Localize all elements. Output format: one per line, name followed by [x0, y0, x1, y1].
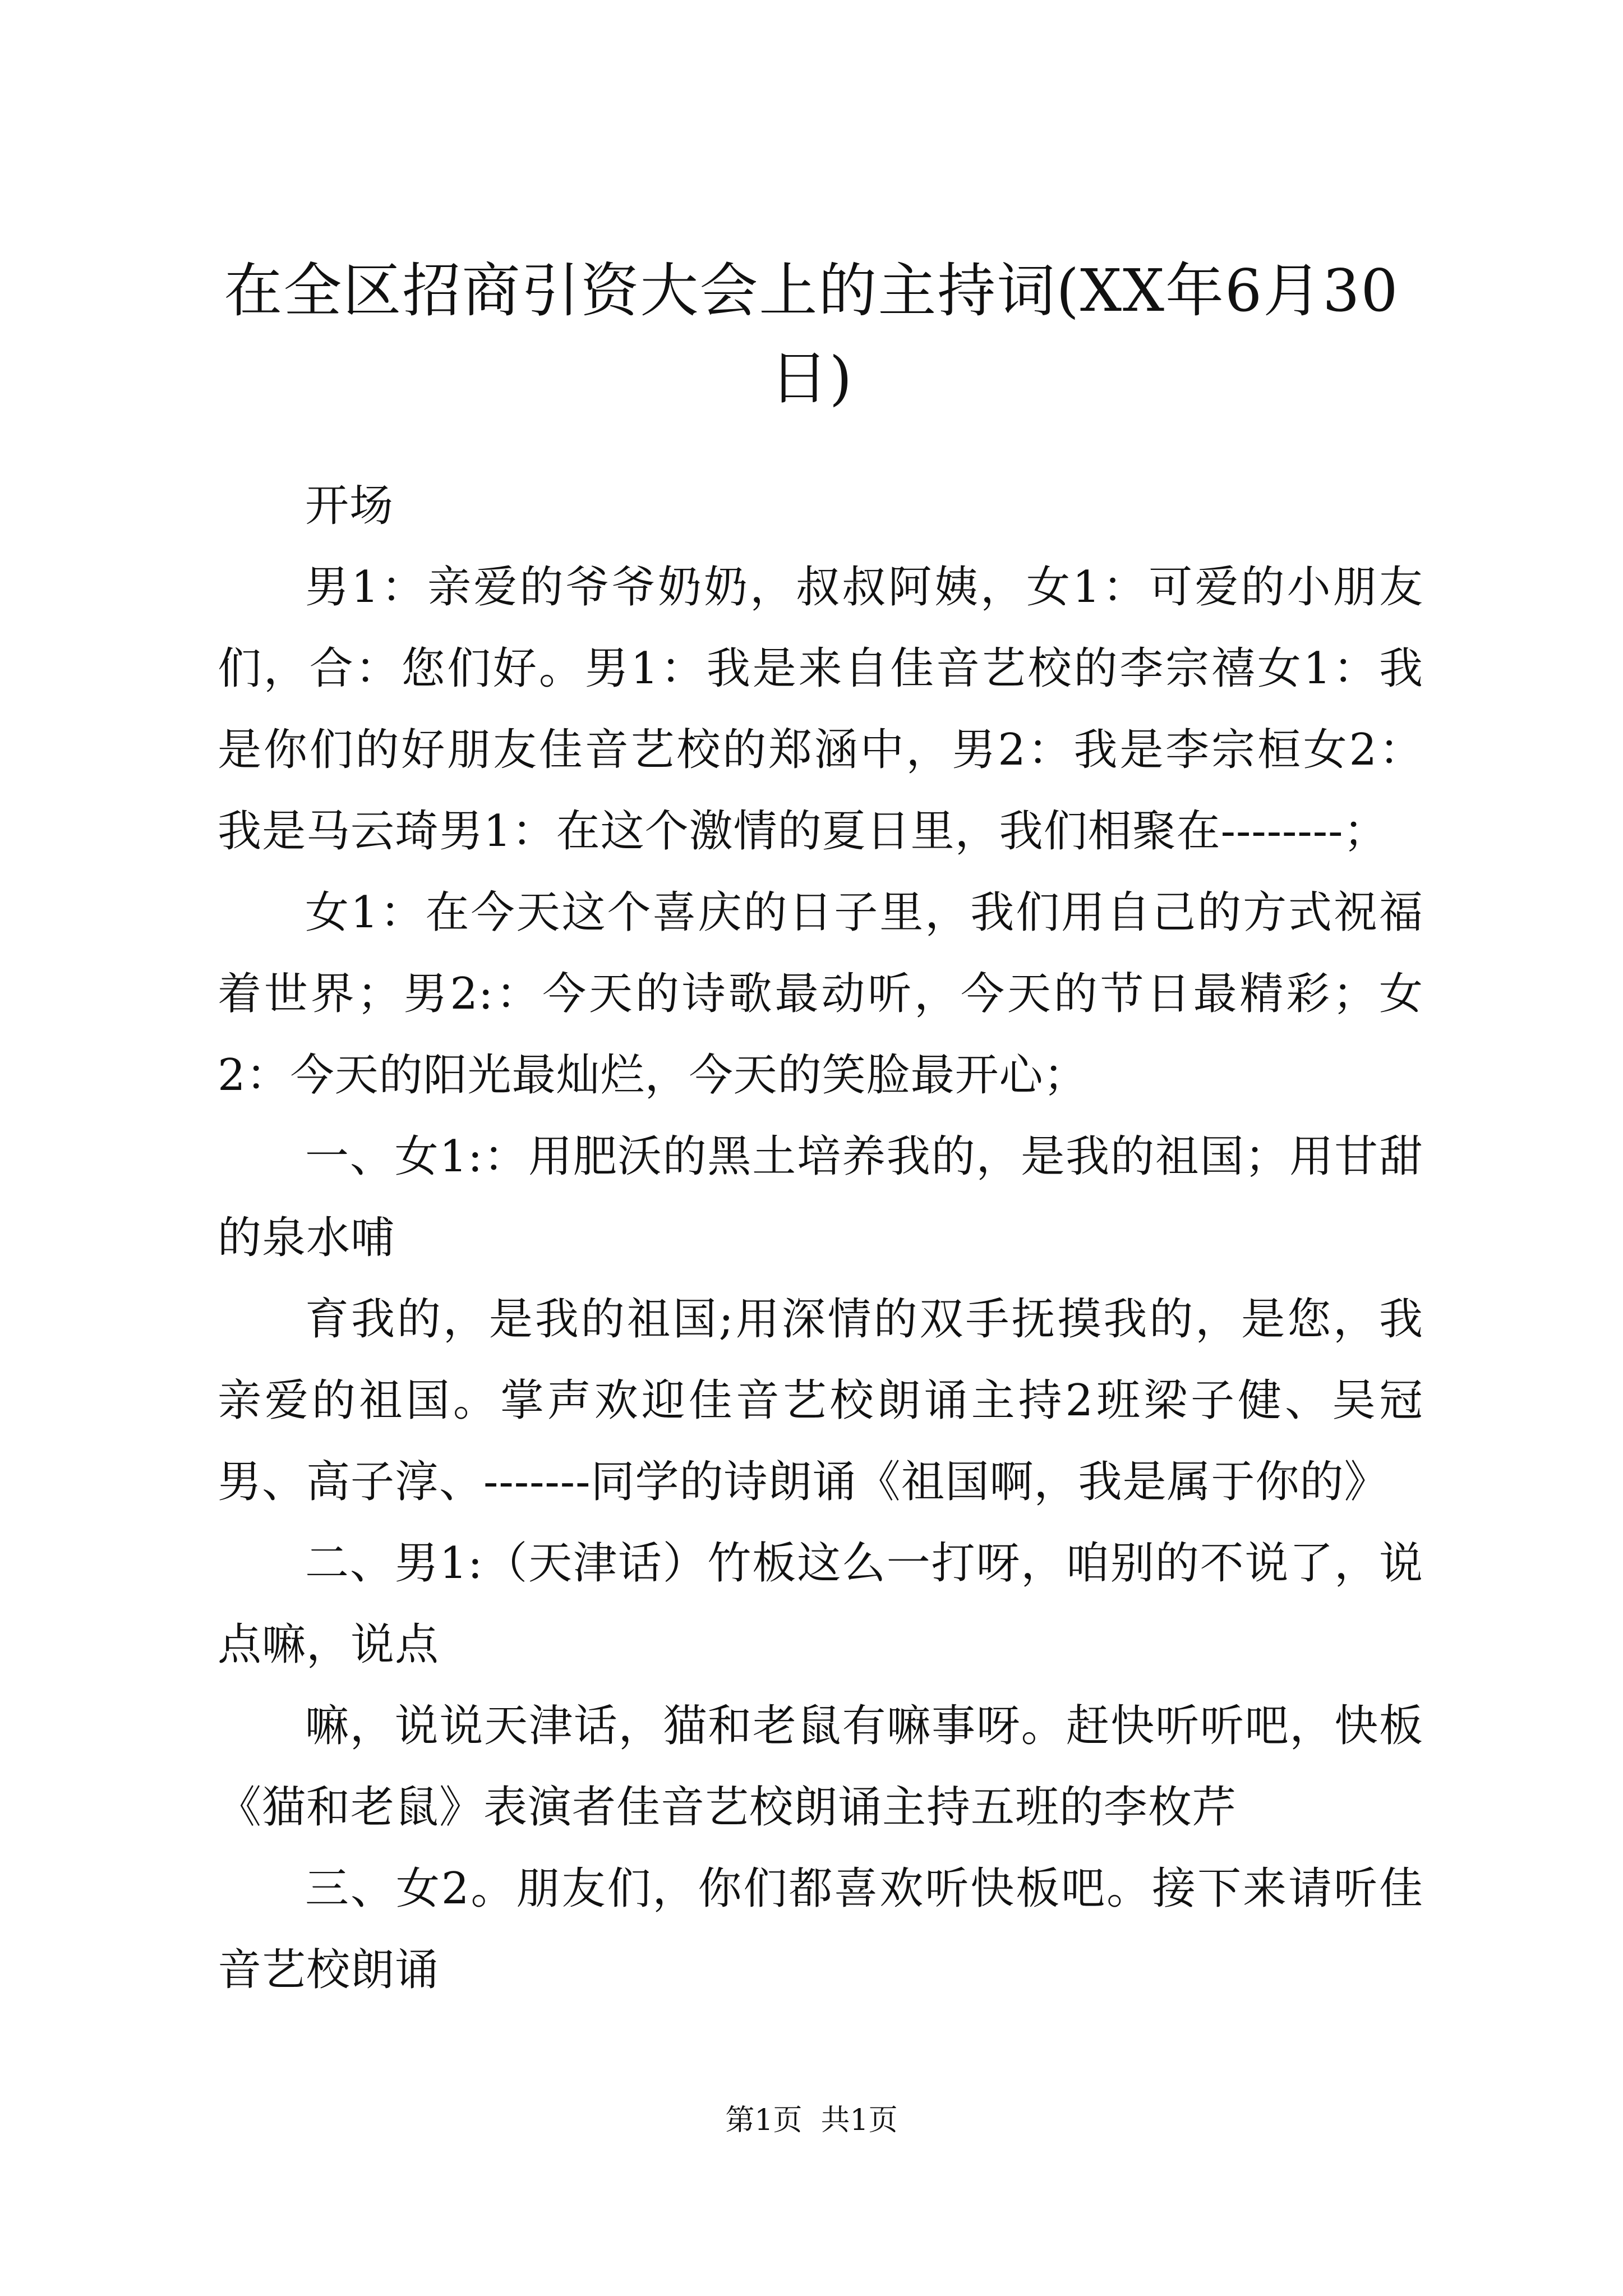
paragraph: 二、男1:（天津话）竹板这么一打呀，咱别的不说了，说点嘛，说点: [218, 1538, 1423, 1670]
paragraph: 育我的，是我的祖国;用深情的双手抚摸我的，是您，我亲爱的祖国。掌声欢迎佳音艺校朗诵主持2班梁子健、吴冠男、高子淳、-------同学的诗朗诵《祖国啊，我是属于你的》: [218, 1294, 1423, 1507]
paragraph: 女1：在今天这个喜庆的日子里，我们用自己的方式祝福着世界；男2:：今天的诗歌最动听，今天的节日最精彩；女2：今天的阳光最灿烂，今天的笑脸最开心；: [218, 887, 1423, 1101]
paragraph-opening: 开场: [305, 481, 394, 531]
document-body: [218, 466, 1423, 2011]
page-number-label: 第1页 共1页: [725, 2104, 898, 2137]
paragraph: 一、女1:：用肥沃的黑土培养我的，是我的祖国；用甘甜的泉水哺: [218, 1131, 1423, 1263]
document-title: 在全区招商引资大会上的主持词(XX年6月30日): [224, 256, 1399, 412]
paragraph: 嘛，说说天津话，猫和老鼠有嘛事呀。赶快听听吧，快板《猫和老鼠》表演者佳音艺校朗诵主持五班的李枚芹: [218, 1701, 1423, 1833]
page-footer: [0, 2101, 1623, 2140]
paragraph: 男1：亲爱的爷爷奶奶，叔叔阿姨，女1：可爱的小朋友们，合：您们好。男1：我是来自佳音艺校的李宗禧女1：我是你们的好朋友佳音艺校的郑涵中，男2：我是李宗桓女2：我是马云琦男1：在这个激情的夏日里，我们相聚在--------；: [218, 562, 1423, 857]
paragraph: 三、女2。朋友们，你们都喜欢听快板吧。接下来请听佳音艺校朗诵: [218, 1864, 1423, 1995]
